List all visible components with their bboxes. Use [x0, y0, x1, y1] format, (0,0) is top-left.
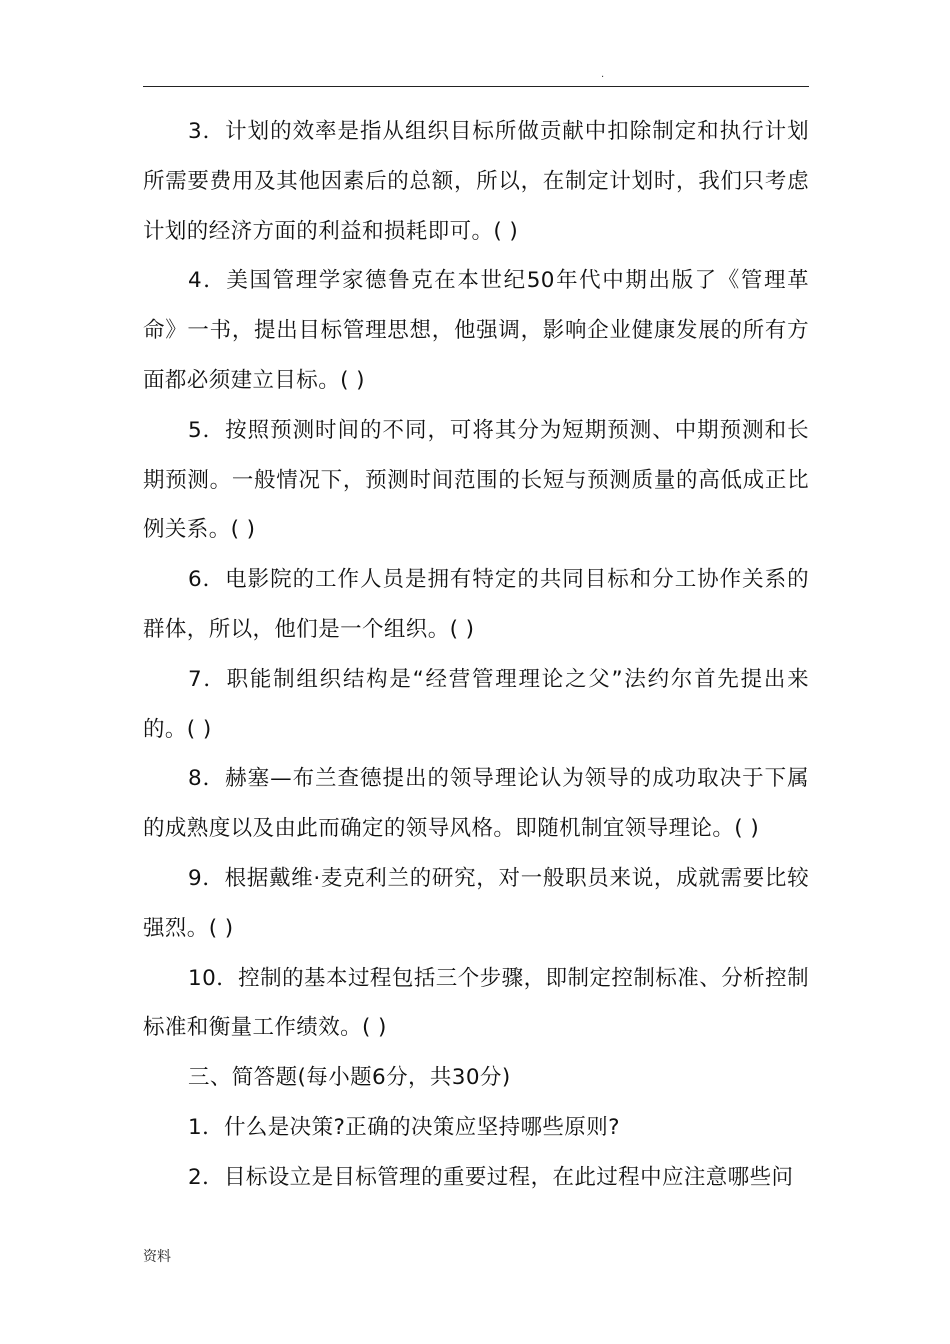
- footer-label: 资料: [143, 1249, 171, 1265]
- question-9: 9．根据戴维·麦克利兰的研究，对一般职员来说，成就需要比较强烈。( ): [143, 865, 809, 941]
- question-10: 10．控制的基本过程包括三个步骤，即制定控制标准、分析控制标准和衡量工作绩效。( ): [143, 965, 809, 1041]
- question-8: 8．赫塞—布兰查德提出的领导理论认为领导的成功取决于下属的成熟度以及由此而确定的领导风格。即随机制宜领导理论。( ): [143, 766, 809, 842]
- header-rule: [143, 86, 809, 87]
- question-5: 5．按照预测时间的不同，可将其分为短期预测、中期预测和长期预测。一般情况下，预测时间范围的长短与预测质量的高低成正比例关系。( ): [143, 417, 809, 543]
- question-7: 7．职能制组织结构是“经营管理理论之父”法约尔首先提出来的。( ): [143, 666, 809, 742]
- short-answer-2: 2．目标设立是目标管理的重要过程，在此过程中应注意哪些问: [188, 1164, 794, 1190]
- section-heading-short-answer: 三、简答题(每小题6分，共30分): [188, 1065, 511, 1091]
- document-body: [143, 107, 809, 1203]
- question-4: 4．美国管理学家德鲁克在本世纪50年代中期出版了《管理革命》一书，提出目标管理思想，他强调，影响企业健康发展的所有方面都必须建立目标。( ): [143, 268, 809, 393]
- short-answer-1: 1．什么是决策?正确的决策应坚持哪些原则?: [188, 1114, 620, 1140]
- header-dot: .: [601, 69, 605, 80]
- question-3: 3．计划的效率是指从组织目标所做贡献中扣除制定和执行计划所需要费用及其他因素后的总额，所以，在制定计划时，我们只考虑计划的经济方面的利益和损耗即可。( ): [143, 119, 809, 244]
- question-6: 6．电影院的工作人员是拥有特定的共同目标和分工协作关系的群体，所以，他们是一个组织。( ): [143, 567, 809, 642]
